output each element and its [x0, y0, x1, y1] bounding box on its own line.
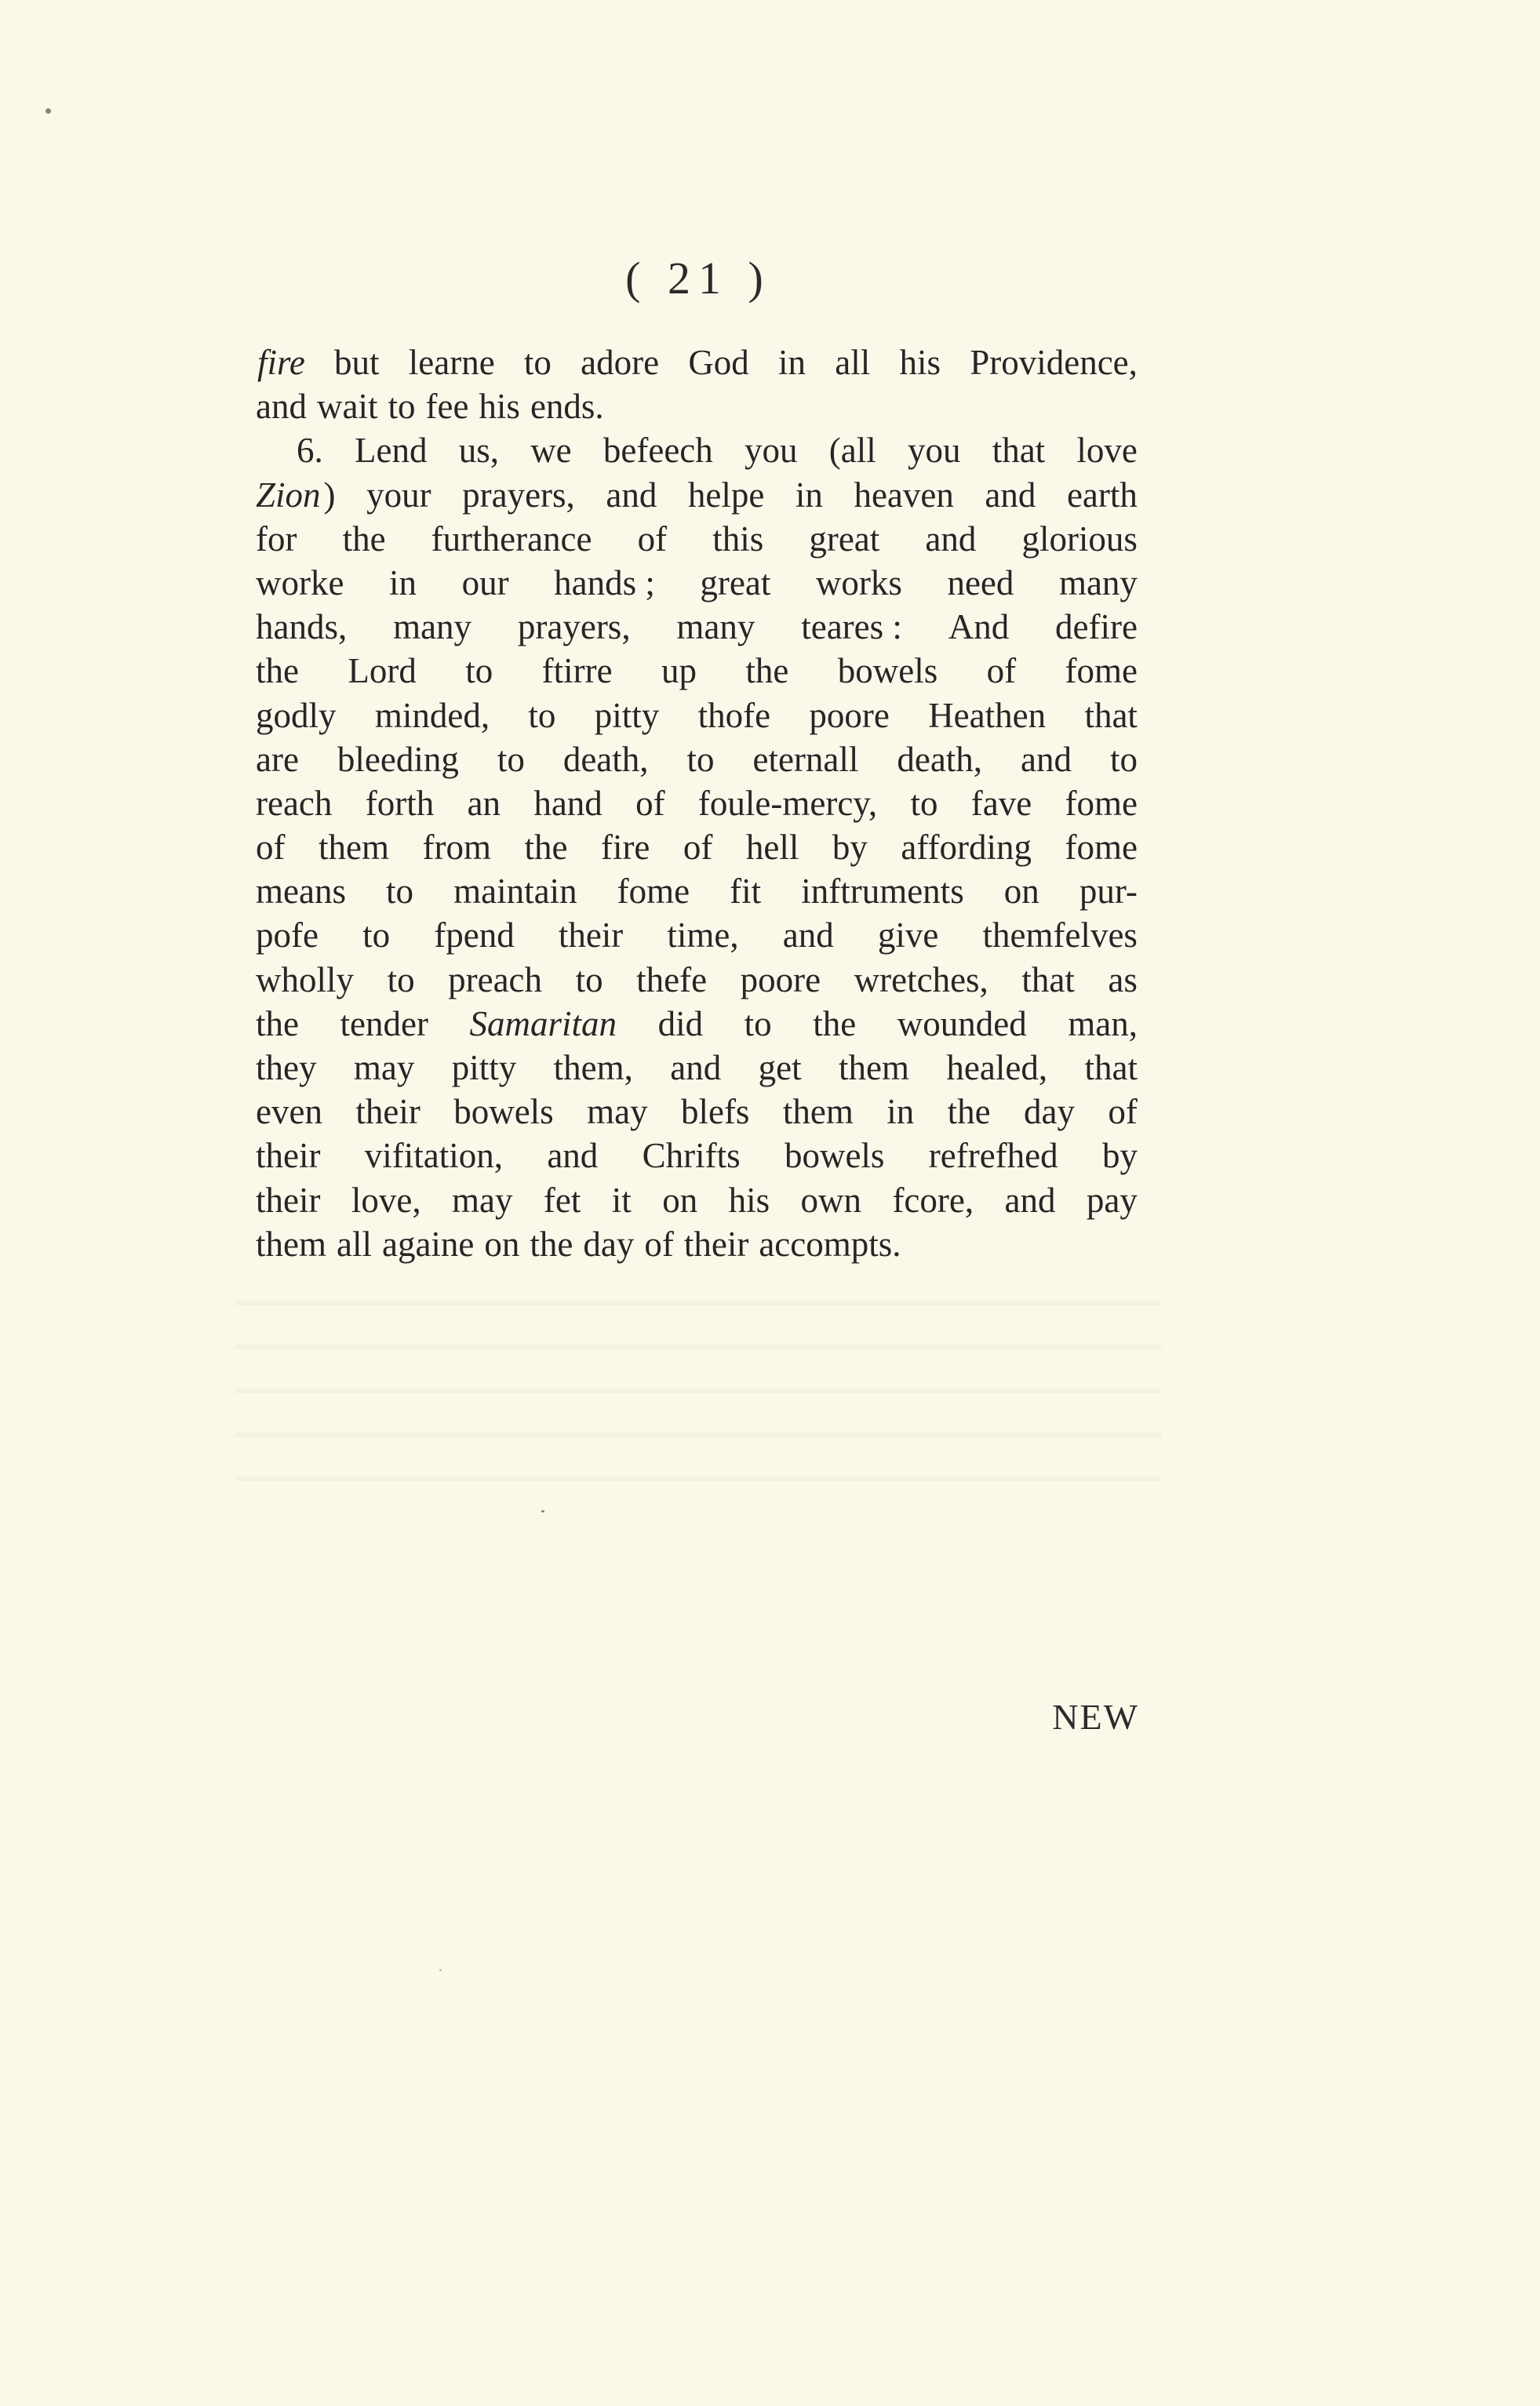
word: ftirre: [541, 651, 613, 691]
word: fome: [1065, 783, 1138, 823]
text-line: [256, 1002, 1138, 1046]
word: poore: [740, 959, 821, 999]
word: Lord: [348, 651, 417, 691]
word: fome: [1065, 828, 1138, 868]
word: eternall: [752, 739, 859, 779]
word: to: [387, 959, 415, 999]
word: us,: [458, 431, 499, 471]
word: And: [948, 607, 1010, 647]
body-text: [256, 340, 1138, 1266]
word: love: [1076, 431, 1138, 471]
word: healed,: [946, 1048, 1048, 1087]
word: the: [256, 651, 299, 691]
word: learne: [408, 343, 495, 382]
word: forth: [365, 783, 435, 823]
word: the: [947, 1092, 991, 1132]
word: in: [887, 1092, 915, 1132]
word: day: [583, 1224, 635, 1264]
word: their: [683, 1224, 749, 1264]
text-line: [256, 1046, 1138, 1090]
word: vifitation,: [364, 1136, 504, 1176]
text-line: [256, 340, 1138, 384]
word: hands,: [256, 607, 348, 647]
word: God: [688, 343, 749, 382]
word: as: [1108, 959, 1138, 999]
word: many: [1058, 562, 1138, 602]
word: furtherance: [431, 519, 592, 559]
word: to: [465, 651, 493, 691]
word: pofe: [256, 915, 319, 955]
text-line: [256, 605, 1138, 649]
word: of: [637, 519, 668, 559]
word: defire: [1055, 607, 1138, 647]
word: them: [839, 1048, 910, 1087]
word: glorious: [1021, 519, 1138, 559]
word: and: [606, 475, 657, 515]
word: wholly: [256, 959, 355, 999]
word: his: [899, 343, 941, 382]
word: of: [683, 828, 713, 868]
text-line: [256, 1134, 1138, 1178]
text-line: [256, 473, 1138, 517]
word: fpend: [434, 915, 515, 955]
word: reach: [256, 783, 333, 823]
text-line: [256, 428, 1138, 472]
word: their: [355, 1092, 420, 1132]
word: blefs: [680, 1092, 750, 1132]
word: helpe: [687, 475, 765, 515]
text-line: [256, 913, 1138, 957]
word: refrefhed: [928, 1136, 1058, 1176]
word: prayers,: [462, 475, 575, 515]
word: bowels: [837, 651, 938, 691]
word: wretches,: [854, 959, 988, 999]
word: the: [524, 828, 568, 868]
word: to: [1109, 739, 1138, 779]
word: on: [662, 1180, 698, 1220]
text-line: [256, 958, 1138, 1002]
word: get: [758, 1048, 802, 1087]
word: on: [484, 1224, 520, 1264]
word: 6.: [297, 431, 323, 471]
paper-speck: [46, 108, 51, 114]
word: in: [795, 475, 823, 515]
word: we: [530, 431, 572, 471]
word: may: [452, 1180, 513, 1220]
word: to: [386, 872, 414, 912]
word: own: [800, 1180, 862, 1220]
word: heaven: [854, 475, 954, 515]
word: them: [256, 1224, 326, 1264]
word: poore: [809, 695, 890, 735]
word: in: [389, 562, 417, 602]
word: earth: [1066, 475, 1138, 515]
word: the: [530, 1224, 573, 1264]
word: great: [700, 562, 771, 602]
word: means: [256, 872, 346, 912]
word: pay: [1086, 1180, 1138, 1220]
word: to: [686, 739, 715, 779]
word: and: [547, 1136, 599, 1176]
word: to: [575, 959, 603, 999]
word: your: [366, 475, 431, 515]
word: of: [635, 783, 665, 823]
word: an: [467, 783, 501, 823]
word: ends.: [530, 387, 604, 427]
word: againe: [381, 1224, 475, 1264]
word: the: [745, 651, 789, 691]
word: by: [832, 828, 868, 868]
word: death,: [562, 739, 649, 779]
word: pitty: [451, 1048, 517, 1087]
word: that: [992, 431, 1046, 471]
word: Heathen: [928, 695, 1047, 735]
word: and: [670, 1048, 722, 1087]
word: time,: [667, 915, 739, 955]
word: it: [611, 1180, 632, 1220]
word: bowels: [784, 1136, 885, 1176]
word: for: [256, 519, 297, 559]
text-line: [256, 781, 1138, 825]
word: Providence,: [970, 343, 1138, 382]
text-line: [256, 384, 1138, 428]
word: fee: [425, 387, 469, 427]
word: hands ;: [554, 562, 655, 602]
word: pur-: [1079, 872, 1138, 912]
word: them,: [553, 1048, 633, 1087]
word: all: [336, 1224, 372, 1264]
word: to: [388, 387, 416, 427]
italic-word: Zion: [256, 475, 321, 515]
text-line: [256, 869, 1138, 913]
italic-word: Samaritan: [469, 1003, 617, 1043]
word: teares :: [801, 607, 902, 647]
word: our: [461, 562, 509, 602]
word: but: [334, 343, 380, 382]
word: to: [497, 739, 525, 779]
word: his: [728, 1180, 770, 1220]
word: to: [523, 343, 552, 382]
word: fet: [543, 1180, 581, 1220]
word: thofe: [697, 695, 771, 735]
page-number: ( 21 ): [625, 253, 771, 304]
paper-speck: [439, 1969, 442, 1971]
word: bowels: [453, 1092, 554, 1132]
word: fome: [617, 872, 690, 912]
word: that: [1084, 1048, 1138, 1087]
word: many: [676, 607, 755, 647]
text-line: [256, 825, 1138, 869]
word: they: [256, 1048, 317, 1087]
word: godly: [256, 695, 337, 735]
word: thefe: [636, 959, 708, 999]
word: inftruments: [801, 872, 964, 912]
word: the: [342, 519, 386, 559]
word: them: [782, 1092, 854, 1132]
word: accompts.: [759, 1224, 901, 1264]
word: them: [319, 828, 389, 868]
word: their: [256, 1180, 321, 1220]
word: and: [782, 915, 834, 955]
word: in: [778, 343, 806, 382]
word: by: [1101, 1136, 1138, 1176]
word: even: [256, 1092, 322, 1132]
word: that: [1021, 959, 1075, 999]
word: fire: [600, 828, 650, 868]
word: to: [744, 1003, 772, 1043]
text-line: [256, 561, 1138, 605]
word: this: [712, 519, 764, 559]
word: of: [986, 651, 1017, 691]
word: all: [835, 343, 871, 382]
word: to: [362, 915, 391, 955]
word: and: [925, 519, 977, 559]
word: works: [815, 562, 902, 602]
word: and: [1021, 739, 1072, 779]
word: worke: [256, 562, 344, 602]
word: the: [256, 1003, 299, 1043]
word: give: [877, 915, 939, 955]
word: up: [661, 651, 697, 691]
word: from: [422, 828, 491, 868]
word: many: [393, 607, 472, 647]
word: wait: [316, 387, 378, 427]
word: man,: [1068, 1003, 1138, 1043]
show-through-ghost-text: [235, 1271, 1161, 1506]
word: prayers,: [517, 607, 631, 647]
word: you: [907, 431, 961, 471]
word: of: [644, 1224, 674, 1264]
word: fit: [730, 872, 762, 912]
text-line: [256, 1178, 1138, 1222]
word: bleeding: [337, 739, 459, 779]
word: fcore,: [892, 1180, 974, 1220]
word: fome: [1065, 651, 1138, 691]
word: preach: [448, 959, 543, 999]
word: day: [1024, 1092, 1075, 1132]
word: to: [528, 695, 556, 735]
word: ): [323, 475, 336, 515]
text-line: [256, 517, 1138, 561]
word: minded,: [374, 695, 490, 735]
word: are: [256, 739, 299, 779]
word: tender: [340, 1003, 428, 1043]
word: fave: [970, 783, 1032, 823]
word: did: [657, 1003, 704, 1043]
word: death,: [897, 739, 983, 779]
word: and: [256, 387, 307, 427]
word: befeech: [603, 431, 713, 471]
word: adore: [581, 343, 660, 382]
text-line: [256, 649, 1138, 693]
word: Lend: [354, 431, 428, 471]
word: hell: [745, 828, 799, 868]
word: and: [1004, 1180, 1056, 1220]
word: may: [587, 1092, 648, 1132]
word: need: [947, 562, 1014, 602]
word: foule-mercy,: [697, 783, 878, 823]
word: pitty: [594, 695, 660, 735]
text-line: [256, 1090, 1138, 1134]
word: wounded: [897, 1003, 1027, 1043]
word: of: [1108, 1092, 1138, 1132]
word: love,: [351, 1180, 421, 1220]
word: the: [813, 1003, 857, 1043]
italic-word: fire: [257, 343, 305, 382]
word: great: [809, 519, 880, 559]
word: affording: [901, 828, 1032, 868]
word: may: [353, 1048, 415, 1087]
word: on: [1003, 872, 1039, 912]
word: his: [479, 387, 520, 427]
word: their: [558, 915, 624, 955]
word: to: [910, 783, 938, 823]
word: hand: [533, 783, 603, 823]
text-line: [256, 1222, 1138, 1266]
word: themfelves: [982, 915, 1138, 955]
word-group: [256, 473, 336, 517]
text-line: [256, 693, 1138, 737]
word: and: [985, 475, 1036, 515]
word: maintain: [453, 872, 577, 912]
paper-speck: [541, 1510, 544, 1512]
word: Chrifts: [642, 1136, 741, 1176]
catchword: NEW: [1052, 1697, 1139, 1737]
word: that: [1084, 695, 1138, 735]
word: you: [745, 431, 798, 471]
word: (all: [828, 431, 876, 471]
word: of: [256, 828, 286, 868]
text-line: [256, 737, 1138, 781]
word: their: [256, 1136, 321, 1176]
